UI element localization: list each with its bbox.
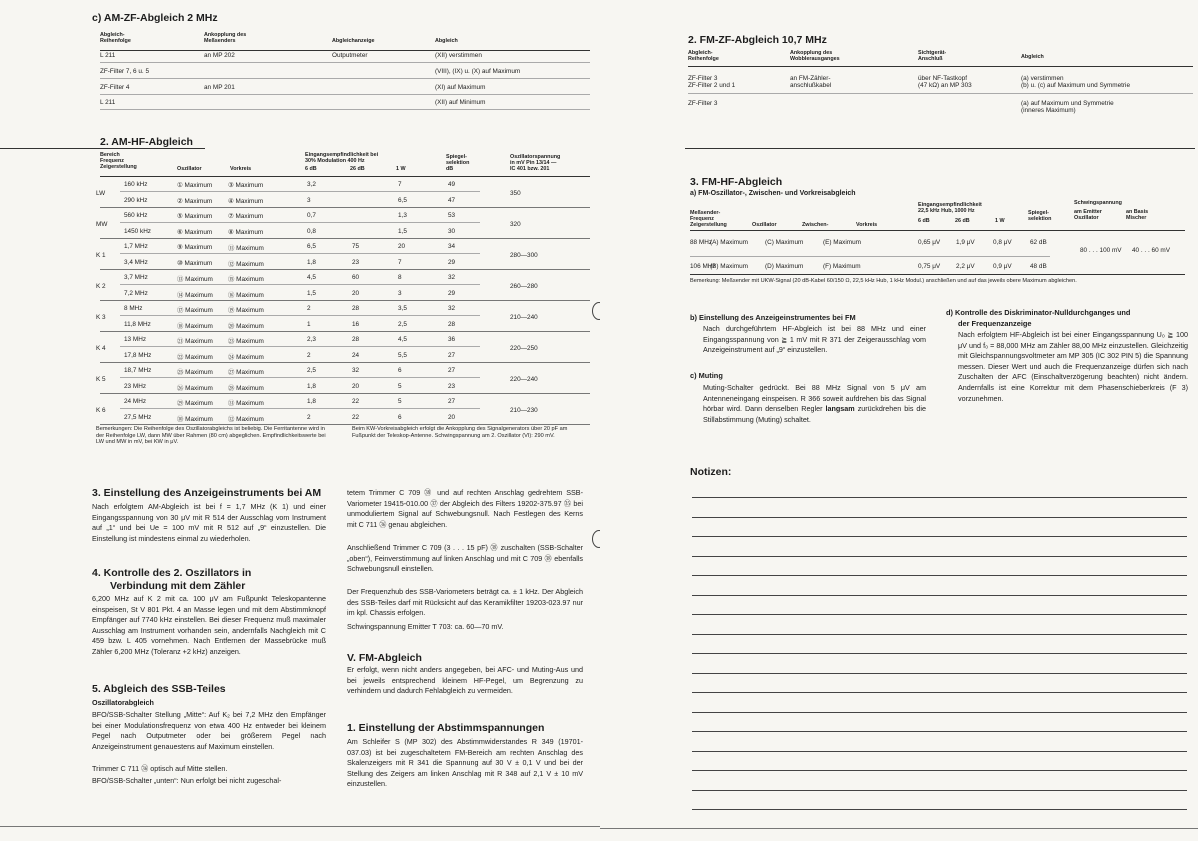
am-hf-osc-voltage: 350 [510, 190, 521, 197]
fm-hf-header-mess: Meßsender- Frequenz Zeigerstellung [690, 210, 727, 228]
fm-d-body: Nach erfolgtem HF-Abgleich ist bei einer Eingangsspannung U₀ ≧ 100 μV und f₀ = 88,000 MHz am Zähler 88,00 MHz einzustellen. Gleichzeitig mit Gleichspannungsvoltmeter am MP 305 (IC 302 PIN 5) die Spannung messen. Dieser Wert und auch die Frequenzanzeige dürfen sich nach Zuschalten der AFC (Einschaltverzögerung beachten) nicht ändern. Andernfalls ist eine Korrektur mit dem Phasenschieberkreis (F 3) vorzunehmen. [958, 330, 1188, 403]
am-hf-cell: ㉘ Maximum [228, 384, 264, 392]
fm-d-title-2: der Frequenzanzeige [958, 319, 1032, 328]
fm-c-title: c) Muting [690, 371, 723, 380]
am-zf-header-2: Ankopplung des Meßsenders [204, 32, 247, 44]
am-hf-cell: ㉖ Maximum [177, 384, 213, 392]
am-hf-cell: 24 [352, 351, 360, 359]
am-hf-cell: 6,5 [307, 243, 316, 250]
am-hf-cell: ⑪ Maximum [228, 245, 264, 252]
am-hf-cell: 28 [448, 320, 456, 328]
notizen-line [692, 517, 1187, 518]
am-hf-band: MW [96, 221, 108, 228]
am-hf-band: K 5 [96, 376, 106, 383]
notizen-line [692, 653, 1187, 654]
am-hf-cell: ㉚ Maximum [177, 415, 213, 423]
am-hf-cell: ⑩ Maximum [177, 259, 213, 267]
am-hf-cell: 0,8 [307, 227, 316, 235]
am-zf-cell: (XII) verstimmen [435, 52, 482, 59]
am-hf-cell: 20 [352, 382, 360, 390]
am-hf-cell: 1,8 [307, 258, 316, 266]
am-hf-cell: ㉗ Maximum [228, 369, 264, 376]
col2-p2: Anschließend Trimmer C 709 (3 . . . 15 pF) ㊳ zuschalten (SSB-Schalter „oben“), Feinverstimmung auf linken Anschlag und mit C 709 ㊳ ebenfalls Schwebungsnull einstellen. [347, 543, 583, 574]
am-zf-cell: L 211 [100, 52, 116, 59]
am-hf-cell: ⑧ Maximum [228, 228, 264, 236]
am-hf-cell: 23 [352, 258, 360, 266]
right-page [600, 0, 1198, 841]
fm-hf-header-vork: Vorkreis [856, 222, 878, 228]
am-hf-cell: 60 [352, 274, 360, 281]
fm-hf-header-osc: Oszillator [752, 222, 777, 228]
am-hf-cell: ㉓ Maximum [228, 338, 264, 345]
am-hf-cell: 27 [448, 351, 456, 359]
am-hf-band: K 6 [96, 407, 106, 414]
notizen-line [692, 751, 1187, 752]
am-hf-cell: ㉕ Maximum [177, 369, 213, 376]
am-hf-title: 2. AM-HF-Abgleich [100, 136, 193, 148]
fm-d-title-1: d) Kontrolle des Diskriminator-Nulldurchganges und [946, 308, 1131, 317]
fm-hf-header-26db: 26 dB [955, 218, 970, 224]
fm-c-body2: zurückdrehen bis die Stillabstimmung (Muting) schaltet. [703, 404, 927, 424]
fm-hf-header-6db: 6 dB [918, 218, 930, 224]
am-hf-cell: 1,3 [398, 212, 407, 219]
am-hf-cell: ② Maximum [177, 197, 213, 205]
am-zf-header-3: Abgleichanzeige [332, 38, 375, 44]
am-hf-cell: ㉑ Maximum [177, 338, 213, 345]
am-hf-cell: 6 [398, 367, 402, 374]
am-hf-cell: 32 [448, 305, 456, 312]
notizen-line [692, 556, 1187, 557]
am-hf-header-spiegel: Spiegel- selektion dB [446, 154, 470, 172]
e1-title: 1. Einstellung der Abstimmspannungen [347, 722, 545, 734]
am-hf-cell: 28 [352, 305, 360, 312]
am-hf-header-band: Bereich Frequenz Zeigerstellung [100, 152, 137, 170]
am-hf-cell: 47 [448, 196, 456, 204]
fm-hf-header-spiegel: Spiegel- selektion [1028, 210, 1052, 222]
fm-hf-r1-vork: (E) Maximum [823, 239, 861, 246]
am-zf-title: c) AM-ZF-Abgleich 2 MHz [92, 12, 218, 24]
am-hf-cell: 3,2 [307, 181, 316, 188]
am-hf-cell: 3,5 [398, 305, 407, 312]
fm-c-bold: langsam [825, 404, 855, 414]
am-hf-cell: ⑭ Maximum [177, 291, 213, 299]
am-zf-cell: ZF-Filter 4 [100, 84, 130, 91]
am-hf-header-26db: 26 dB [350, 166, 365, 172]
am-hf-cell: ⑱ Maximum [177, 322, 213, 330]
am-hf-cell: 32 [352, 367, 360, 374]
notizen-line [692, 712, 1187, 713]
am-hf-band: K 1 [96, 252, 106, 259]
fm-hf-header-basis: an Basis Mischer [1126, 209, 1149, 221]
fm-hf-header-schw: Schwingspannung [1074, 200, 1122, 206]
am-hf-band: K 2 [96, 283, 106, 290]
am-hf-cell: ③ Maximum [228, 182, 264, 189]
am-hf-header-oszsp: Oszillatorspannung in mV Pin 13/14 — IC 401 bzw. 201 [510, 154, 561, 172]
s4-title-1: 4. Kontrolle des 2. Oszillators in [92, 567, 252, 579]
fm-c-text [703, 383, 926, 425]
fm-zf-cell: über NF-Tastkopf (47 kΩ) an MP 303 [918, 75, 972, 89]
am-hf-cell: 16 [352, 320, 360, 328]
am-hf-cell: 5 [398, 382, 402, 390]
am-hf-cell: 34 [448, 243, 456, 250]
fm-c-body: Muting-Schalter gedrückt. Bei 88 MHz Signal von 5 μV am Antenneneingang einspeisen. R 366 soweit aufdrehen bis das Signal hörbar wird. Dann denselben Regler [703, 383, 926, 414]
am-hf-cell: 5,5 [398, 351, 407, 359]
am-hf-cell: 20 [398, 243, 406, 250]
am-hf-cell: ㉜ Maximum [228, 415, 264, 423]
am-hf-cell: ㉙ Maximum [177, 400, 213, 407]
fm-hf-r1-zw: (C) Maximum [765, 239, 804, 246]
fm-hf-r1-spiegel: 62 dB [1030, 239, 1047, 246]
am-zf-cell: (VIII), (IX) u. (X) auf Maximum [435, 68, 521, 75]
am-hf-cell: ⑮ Maximum [228, 276, 264, 283]
am-hf-cell: 3,7 MHz [124, 274, 148, 281]
am-hf-cell: ⑥ Maximum [177, 228, 213, 236]
am-hf-cell: 0,7 [307, 212, 316, 219]
notizen-line [692, 497, 1187, 498]
am-hf-cell: 3 [398, 289, 402, 297]
am-hf-cell: 560 kHz [124, 212, 148, 219]
am-zf-cell: an MP 201 [204, 84, 235, 91]
am-hf-cell: 6,5 [398, 196, 407, 204]
am-hf-cell: 1,5 [307, 289, 316, 297]
am-hf-cell: 17,8 MHz [124, 351, 152, 359]
fm-zf-header-4: Abgleich [1021, 54, 1044, 60]
am-hf-cell: 8 MHz [124, 305, 143, 312]
notizen-line [692, 731, 1187, 732]
am-hf-cell: 4,5 [398, 336, 407, 343]
am-hf-cell: 1450 kHz [124, 227, 151, 235]
am-hf-cell: 2,5 [398, 320, 407, 328]
am-hf-header-osc: Oszillator [177, 166, 202, 172]
am-hf-cell: 23 MHz [124, 382, 147, 390]
am-hf-cell: 53 [448, 212, 456, 219]
am-hf-cell: 2 [307, 305, 311, 312]
am-zf-cell: ZF-Filter 7, 6 u. 5 [100, 68, 150, 75]
am-hf-band: K 4 [96, 345, 106, 352]
am-hf-cell: 160 kHz [124, 181, 148, 188]
am-hf-header-sens: Eingangsempfindlichkeit bei 30% Modulation 400 Hz [305, 152, 379, 164]
am-hf-note-left: Bemerkungen: Die Reihenfolge des Oszillatorabgleichs ist beliebig. Die Ferritantenne wird in der Reihenfolge LW, dann MW über Rahmen (80 cm) abgeglichen. Empfindlichkeitswerte bei LW und MW in mV, bei KW in μV. [96, 426, 326, 446]
s5-sub: Oszillatorabgleich [92, 698, 154, 707]
am-hf-cell: 2 [307, 351, 311, 359]
s4-body: 6,200 MHz auf K 2 mit ca. 100 μV am Fußpunkt Teleskopantenne einspeisen, St V 801 Pkt. 4 an Masse legen und mit dem Abstimmknopf Empfänger auf 7740 kHz einstellen. Bei dieser Frequenz muß maximaler Ausschlag am Instrument vorhanden sein, andernfalls Nachgleich mit C 459 bzw. L 405 vornehmen. Nach Entfernen der Massebrücke muß Zähler 6,200 MHz (Toleranz +2 kHz) anzeigen. [92, 594, 326, 656]
fm-zf-cell: ZF-Filter 3 [688, 100, 718, 107]
notizen-line [692, 634, 1187, 635]
s4-title-2: Verbindung mit dem Zähler [110, 580, 246, 592]
fm-hf-r2-vork: (F) Maximum [823, 263, 861, 270]
am-hf-cell: 49 [448, 181, 456, 188]
am-hf-cell: 27 [448, 398, 456, 405]
fm-hf-r1-freq: 88 MHz [690, 239, 713, 246]
fm-hf-r2-spiegel: 48 dB [1030, 263, 1047, 270]
fm-hf-header-zw: Zwischen- [802, 222, 829, 228]
fm-hf-r1-26db: 1,9 μV [956, 239, 975, 246]
am-hf-osc-voltage: 320 [510, 221, 521, 228]
s3-title: 3. Einstellung des Anzeigeinstruments bei AM [92, 487, 322, 499]
fm-hf-r1-1w: 0,8 μV [993, 239, 1012, 246]
am-hf-cell: 7,2 MHz [124, 289, 148, 297]
am-hf-cell: ⑳ Maximum [228, 322, 264, 330]
fm-zf-cell: (a) verstimmen (b) u. (c) auf Maximum und Symmetrie [1021, 75, 1131, 89]
am-hf-cell: ㉒ Maximum [177, 353, 213, 361]
am-hf-cell: 23 [448, 382, 456, 390]
am-hf-cell: 4,5 [307, 274, 316, 281]
am-zf-cell: (XI) auf Maximum [435, 84, 486, 91]
am-hf-cell: 24 MHz [124, 398, 147, 405]
am-hf-header-1w: 1 W [396, 166, 406, 172]
col2-p1: tetem Trimmer C 709 ㊳ und auf rechten Anschlag gedrehtem SSB-Variometer 19415-010.00 ㊲ der Abgleich des Filters 19202-375.97 ㉟ bei unmoduliertem Signal auf Schwebungsnull. Nach Festlegen des Kerns mit C 711 ㊱ genau abgleichen. [347, 488, 583, 529]
s5-line3: BFO/SSB-Schalter „unten“: Nun erfolgt bei nicht zugeschal- [92, 776, 282, 785]
notizen-line [692, 809, 1187, 810]
am-hf-cell: 29 [448, 289, 456, 297]
fm-hf-title: 3. FM-HF-Abgleich [690, 176, 783, 188]
fm-hf-table [690, 200, 1190, 280]
am-hf-cell: 18,7 MHz [124, 367, 152, 374]
am-hf-osc-voltage: 210—230 [510, 407, 538, 414]
fm-hf-basis-value: 40 . . . 60 mV [1132, 247, 1171, 254]
am-hf-cell: 28 [352, 336, 360, 343]
am-hf-cell: 75 [352, 243, 360, 250]
notizen-line [692, 673, 1187, 674]
am-hf-cell: ㉛ Maximum [228, 400, 264, 407]
am-hf-cell: 2,5 [307, 367, 316, 374]
fm-hf-r2-osc: (B) Maximum [710, 263, 748, 270]
am-hf-cell: ⑦ Maximum [228, 213, 264, 220]
fm-v-body: Er erfolgt, wenn nicht anders angegeben, bei AFC- und Muting-Aus und bei jeweils entsprechend kleinem HF-Pegel, um Begrenzung zu verhindern und dadurch Fehlabgleich zu vermeiden. [347, 665, 583, 696]
am-zf-header-1: Abgleich- Reihenfolge [100, 32, 131, 44]
am-hf-cell: 20 [448, 413, 456, 421]
am-hf-cell: 30 [448, 227, 456, 235]
am-zf-cell: an MP 202 [204, 52, 235, 59]
am-hf-cell: 8 [398, 274, 402, 281]
am-hf-cell: ⑰ Maximum [177, 307, 213, 314]
am-zf-cell: (XII) auf Minimum [435, 99, 486, 106]
notizen-line [692, 790, 1187, 791]
am-hf-cell: 11,8 MHz [124, 320, 151, 328]
am-hf-cell: 36 [448, 336, 456, 343]
am-hf-cell: 6 [398, 413, 402, 421]
am-hf-cell: 7 [398, 181, 402, 188]
am-hf-band: LW [96, 190, 106, 197]
am-hf-cell: ④ Maximum [228, 197, 264, 205]
fm-hf-schw-value: 80 . . . 100 mV [1080, 247, 1122, 254]
fm-hf-header-sens: Eingangsempfindlichkeit 22,5 kHz Hub, 1000 Hz [918, 202, 982, 214]
fm-b-body: Nach durchgeführtem HF-Abgleich ist bei 88 MHz und einer Eingangsspannung von ≧ 1 mV mit R 371 der Zeigerausschlag vom Anzeigeinstrument auf „9“ einzustellen. [703, 324, 926, 355]
fm-hf-r2-26db: 2,2 μV [956, 263, 975, 270]
am-hf-cell: ⑬ Maximum [177, 276, 213, 283]
am-hf-osc-voltage: 210—240 [510, 314, 538, 321]
fm-zf-cell: an FM-Zähler- anschlußkabel [790, 75, 832, 89]
col2-p4: Schwingspannung Emitter T 703: ca. 60—70 mV. [347, 622, 504, 631]
fm-zf-header-1: Abgleich- Reihenfolge [688, 50, 719, 62]
am-hf-cell: 1,8 [307, 398, 316, 405]
notizen-line [692, 575, 1187, 576]
am-hf-cell: 2,3 [307, 336, 316, 343]
am-hf-cell: ⑯ Maximum [228, 291, 264, 299]
am-zf-header-4: Abgleich [435, 38, 458, 44]
am-hf-cell: 290 kHz [124, 196, 148, 204]
fm-hf-r2-zw: (D) Maximum [765, 263, 804, 270]
fm-hf-r1-osc: (A) Maximum [710, 239, 748, 246]
am-hf-cell: 22 [352, 413, 360, 421]
am-hf-cell: 29 [448, 258, 456, 266]
s5-body: BFO/SSB-Schalter Stellung „Mitte“: Auf K₂ bei 7,2 MHz den Empfänger bei einer Modulationsfrequenz von etwa 400 Hz entweder bei kleinem Pegel nach Outputmeter oder bei größerem Pegel nach Anzeigeinstrument genauestens auf Maximum einstellen. [92, 710, 326, 751]
am-zf-cell: Outputmeter [332, 52, 368, 59]
fm-hf-sub: a) FM-Oszillator-, Zwischen- und Vorkreisabgleich [690, 190, 856, 197]
am-hf-cell: 7 [398, 258, 402, 266]
e1-body: Am Schleifer S (MP 302) des Abstimmwiderstandes R 349 (19701-037.03) ist bei zugeschaltetem FM-Bereich am rechten Anschlag des Skalenzeigers mit R 341 die Spannung auf 30 V ± 0,1 V und bei der Stellung des Zeigers am linken Anschlag mit R 348 auf 2,1 V ± 10 mV einzustellen. [347, 737, 583, 789]
am-hf-cell: 1 [307, 320, 311, 328]
am-hf-osc-voltage: 220—250 [510, 345, 538, 352]
fm-hf-r2-1w: 0,9 μV [993, 263, 1012, 270]
col2-p3: Der Frequenzhub des SSB-Variometers beträgt ca. ± 1 kHz. Der Abgleich des SSB-Teiles darf mit Rücksicht auf das Keramikfilter 19203-023.97 nur im kpl. Chassis erfolgen. [347, 587, 583, 618]
am-hf-osc-voltage: 280—300 [510, 252, 538, 259]
notizen-line [692, 614, 1187, 615]
fm-hf-header-emit: am Emitter Oszillator [1074, 209, 1102, 221]
am-hf-cell: 3,4 MHz [124, 258, 148, 266]
am-hf-cell: ⑲ Maximum [228, 307, 264, 314]
am-hf-cell: 27 [448, 367, 456, 374]
notizen-title: Notizen: [690, 466, 732, 478]
am-hf-header-vork: Vorkreis [230, 166, 252, 172]
fm-hf-header-1w: 1 W [995, 218, 1005, 224]
am-hf-cell: 2 [307, 413, 311, 421]
am-hf-cell: 22 [352, 398, 360, 405]
notizen-line [692, 692, 1187, 693]
am-hf-cell: 1,5 [398, 227, 407, 235]
am-hf-cell: 1,8 [307, 382, 316, 390]
fm-hf-r2-freq: 106 MHz [690, 263, 716, 270]
am-hf-cell: 32 [448, 274, 456, 281]
notizen-line [692, 770, 1187, 771]
s5-line2: Trimmer C 711 ㊱ optisch auf Mitte stellen. [92, 764, 228, 773]
am-hf-cell: 1,7 MHz [124, 243, 148, 250]
am-hf-header-6db: 6 dB [305, 166, 317, 172]
am-hf-cell: ⑨ Maximum [177, 244, 213, 251]
am-hf-osc-voltage: 220—240 [510, 376, 538, 383]
fm-hf-r2-6db: 0,75 μV [918, 263, 941, 270]
am-hf-cell: 20 [352, 289, 360, 297]
notizen-line [692, 536, 1187, 537]
am-hf-cell: ⑤ Maximum [177, 213, 213, 220]
notizen-line [692, 595, 1187, 596]
fm-v-title: V. FM-Abgleich [347, 652, 422, 664]
fm-b-title: b) Einstellung des Anzeigeinstrumentes bei FM [690, 313, 856, 322]
am-hf-band: K 3 [96, 314, 106, 321]
fm-zf-header-2: Ankopplung des Wobblerausganges [790, 50, 840, 62]
am-hf-table [96, 150, 590, 450]
fm-zf-cell: ZF-Filter 3 ZF-Filter 2 und 1 [688, 75, 736, 89]
am-hf-cell: 5 [398, 398, 402, 405]
fm-zf-cell: (a) auf Maximum und Symmetrie (inneres Maximum) [1021, 100, 1114, 114]
am-hf-cell: ㉔ Maximum [228, 353, 264, 361]
fm-hf-r1-6db: 0,65 μV [918, 239, 941, 246]
am-hf-osc-voltage: 260—280 [510, 283, 538, 290]
am-hf-cell: 13 MHz [124, 336, 147, 343]
am-hf-cell: ⑫ Maximum [228, 260, 264, 268]
s3-body: Nach erfolgtem AM-Abgleich ist bei f = 1,7 MHz (K 1) und einer Eingangsspannung von 30 μV mit R 514 der Ausschlag vom Instrument auf „1“ und bei Ue = 100 mV mit R 512 auf „9“ einzustellen. Die Einstellung ist mindestens einmal zu wiederholen. [92, 502, 326, 543]
am-hf-cell: 3 [307, 196, 311, 204]
am-hf-cell: ① Maximum [177, 182, 213, 189]
fm-hf-note: Bemerkung: Meßsender mit UKW-Signal (20 dB-Kabel 60/150 Ω, 22,5 kHz Hub, 1 kHz Modul.) anschließen und auf das jeweils obere Maximum abgleichen. [690, 278, 1077, 284]
s5-title: 5. Abgleich des SSB-Teiles [92, 683, 226, 695]
am-zf-cell: L 211 [100, 99, 116, 106]
fm-zf-title: 2. FM-ZF-Abgleich 10,7 MHz [688, 34, 827, 46]
am-hf-note-right: Beim KW-Vorkreisabgleich erfolgt die Ankopplung des Signalgenerators über 20 pF am Fußpunkt der Teleskop-Antenne. Schwingspannung am 2. Oszillator (VI): 290 mV. [352, 426, 568, 439]
am-hf-cell: 27,5 MHz [124, 413, 152, 421]
fm-zf-header-3: Sichtgerät- Anschluß [918, 50, 947, 62]
